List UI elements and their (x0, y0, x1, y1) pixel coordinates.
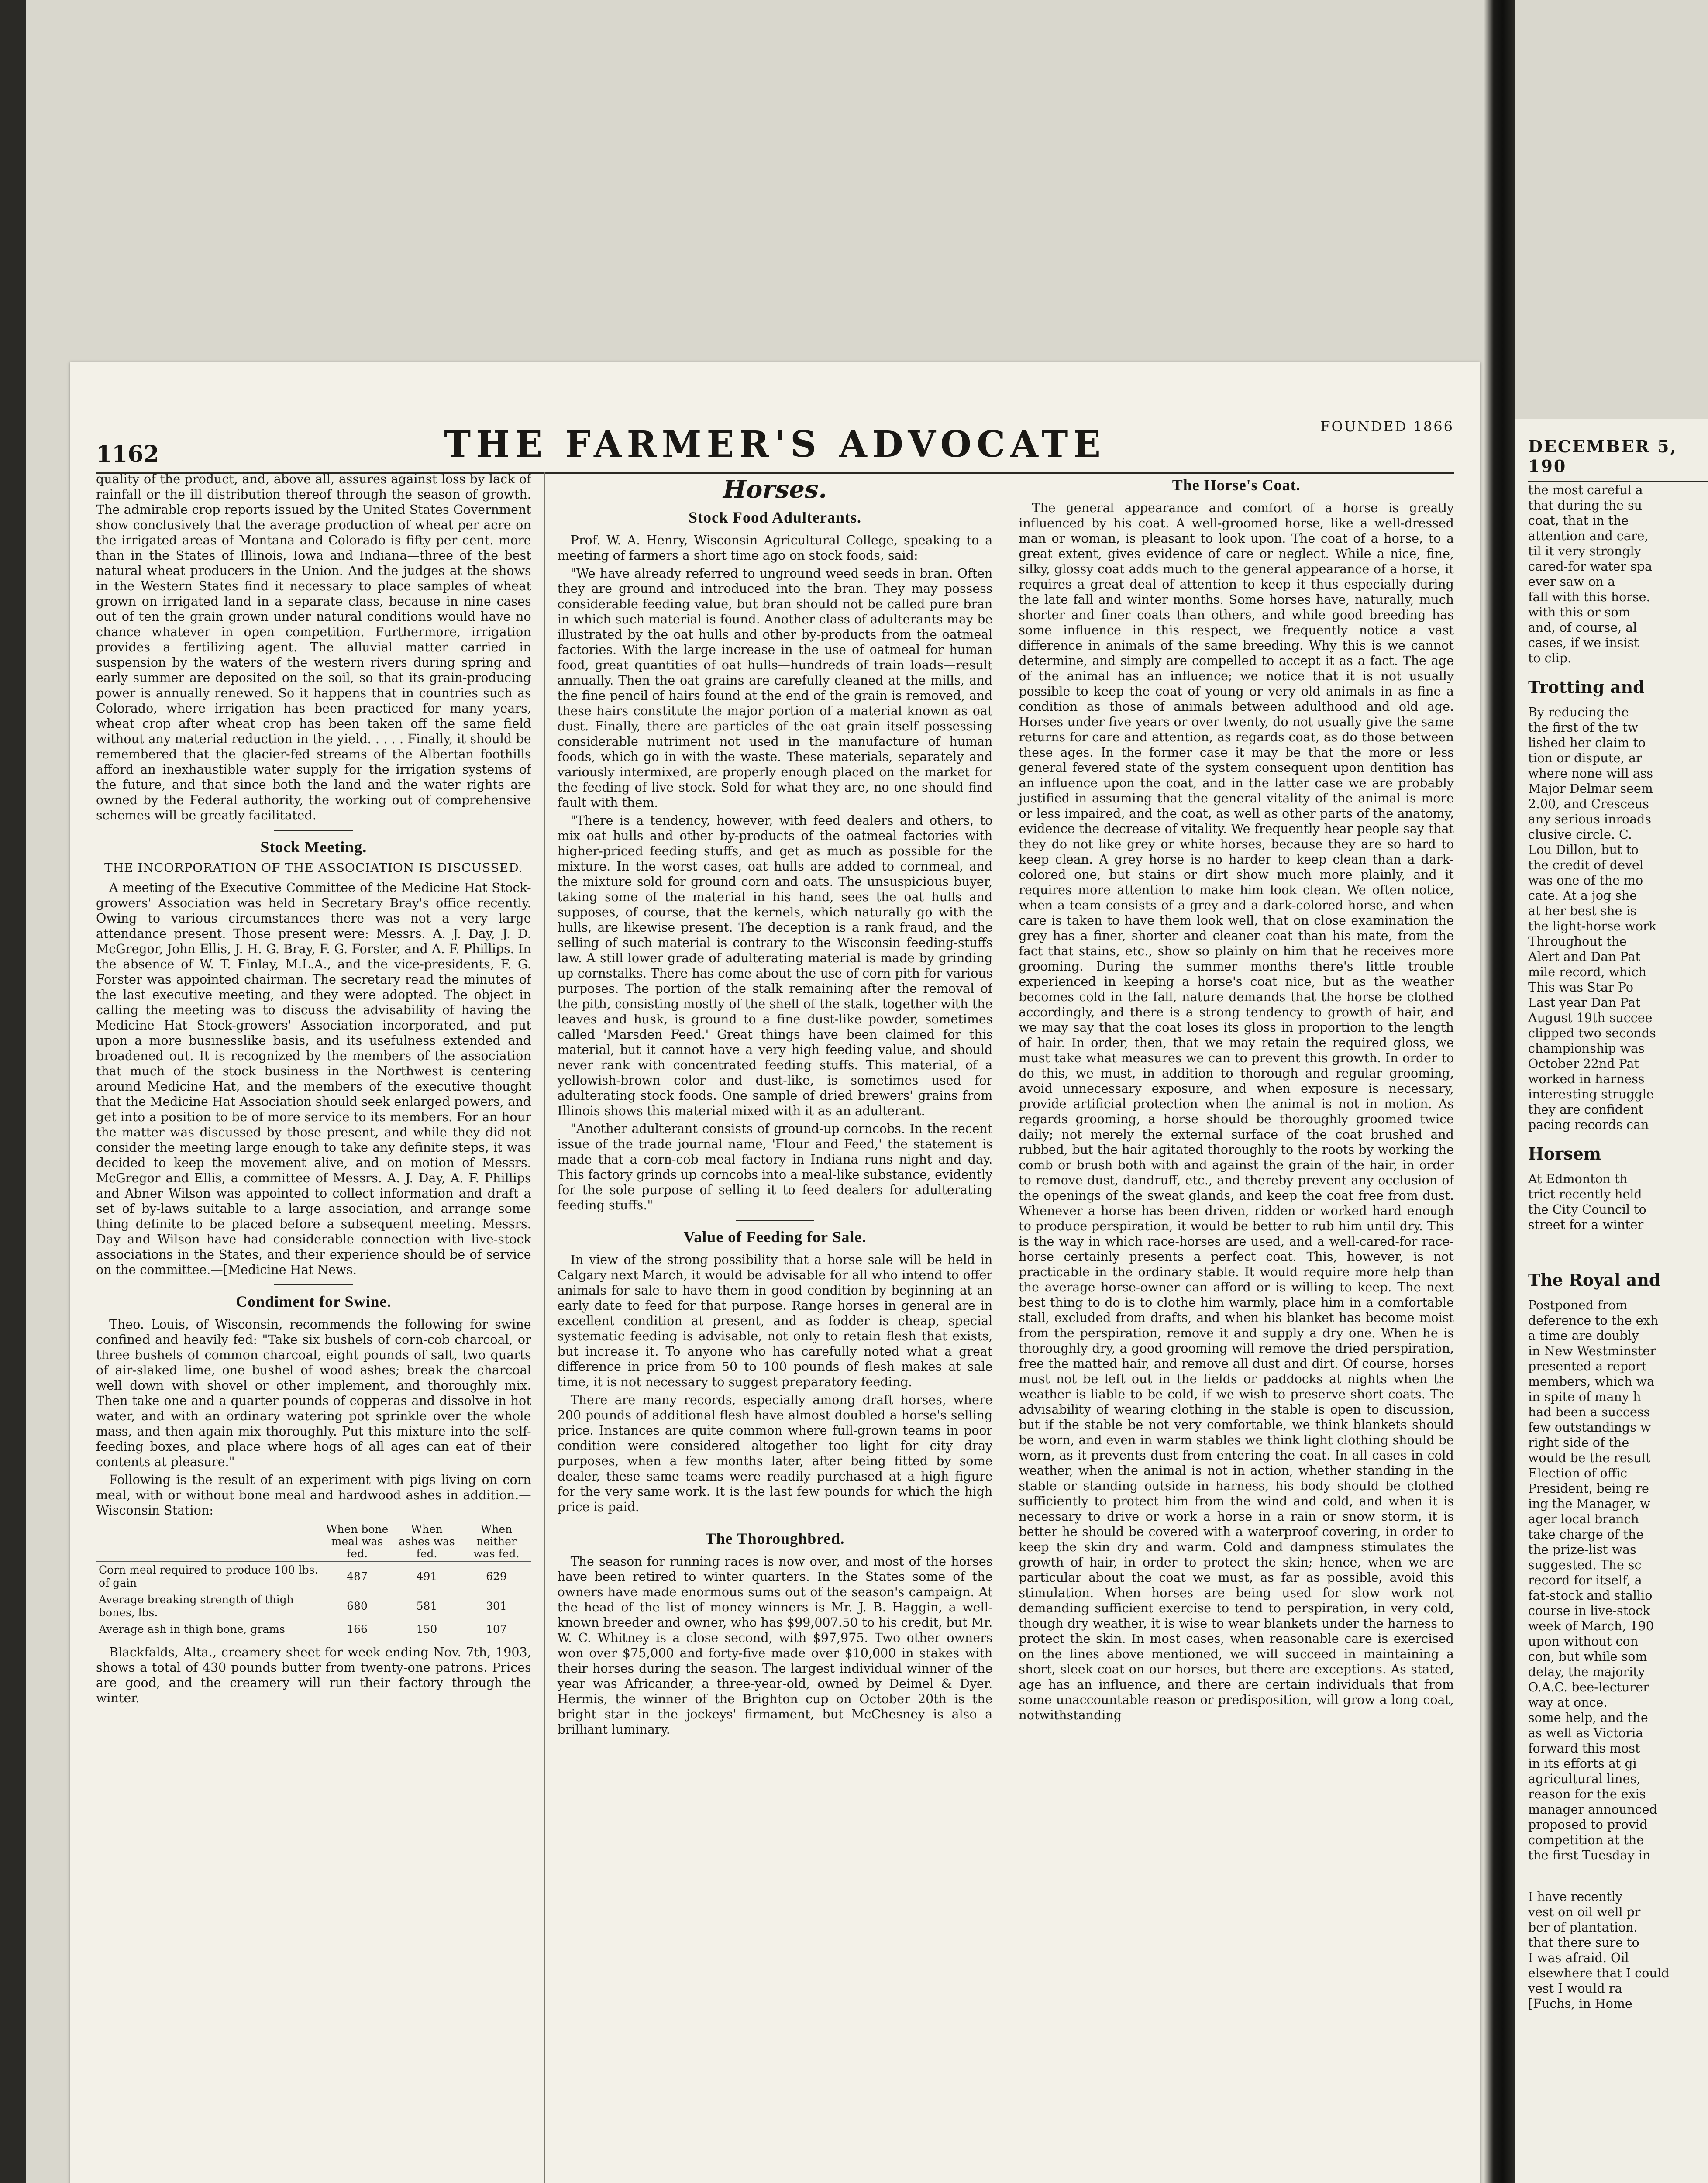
facing-heading: The Royal and (1528, 1270, 1661, 1290)
facing-text-line: with this or som (1528, 605, 1630, 620)
facing-text-line: the first Tuesday in (1528, 1848, 1651, 1863)
facing-text-line: I was afraid. Oil (1528, 1951, 1629, 1965)
table-row (96, 1591, 531, 1621)
facing-text-line: members, which wa (1528, 1374, 1655, 1389)
facing-text-line: was one of the mo (1528, 873, 1643, 888)
row-label: Corn meal required to produce 100 lbs. of gain (99, 1563, 318, 1589)
masthead: THE FARMER'S ADVOCATE (444, 424, 1106, 465)
facing-text-line: record for itself, a (1528, 1573, 1642, 1587)
table-cell: 107 (486, 1623, 507, 1636)
table-row (96, 1561, 531, 1591)
condiment-paragraph: Following is the result of an experiment with pigs living on corn meal, with or without bone meal and hardwood ashes in addition.—Wisconsin Station: (96, 1473, 531, 1518)
facing-text-line: upon without con (1528, 1634, 1638, 1649)
facing-text-line: street for a winter (1528, 1218, 1644, 1232)
stock-meeting-paragraph: A meeting of the Executive Committee of the Medicine Hat Stock-growers' Association was held in Secretary Bray's office recently. Owing to various circumstances there was not a very large attendance present. Those present were: Messrs. A. J. Day, J. D. McGregor, John Ellis, J. H. G. Bray, F. G. Forster, and A. F. Phillips. In the absence of W. T. Finlay, M.L.A., and the vice-presidents, F. G. Forster was appointed chairman. The secretary read the minutes of the last executive meeting, and they were adopted. The object in calling the meeting was to discuss the advisability of having the Medicine Hat Stock-growers' Association incorporated, and put upon a more businesslike basis, and its usefulness extended and broadened out. It is recognized by the members of the association that much of the stock business in the Northwest is centering around Medicine Hat, and the members of the executive thought that the Medicine Hat Association should seek enlarged powers, and get into a position to be of more service to its members. For an hour the matter was discussed by those present, and while they did not consider the meeting large enough to take any definite steps, it was decided to keep the movement alive, and on motion of Messrs. McGregor and Ellis, a committee of Messrs. A. J. Day, A. F. Phillips and Abner Wilson was appointed to collect information and draft a set of by-laws suitable to a large association, and arrange some thing definite to be placed before a subsequent meeting. Messrs. Day and Wilson have had considerable connection with live-stock associations in the States, and their experience should be of service on the committee.—[Medicine Hat News. (96, 881, 531, 1277)
facing-text-line: agricultural lines, (1528, 1772, 1641, 1786)
facing-text-line: October 22nd Pat (1528, 1057, 1639, 1071)
condiment-title: Condiment for Swine. (236, 1293, 392, 1310)
thoroughbred-title: The Thoroughbred. (705, 1530, 845, 1547)
stock-food-paragraph: "We have already referred to unground weed seeds in bran. Often they are ground and introduced into the bran. They may possess considerable feeding value, but bran should not be called pure bran in which such material is found. Another class of adulterants may be illustrated by the oat hulls and other by-products from the oatmeal factories. With the large increase in the use of oatmeal for human food, great quantities of oat hulls—hundreds of train loads—result annually. Then the oat grains are carefully cleaned at the mills, and the fine pencil of hairs found at the end of the grain is removed, and these hairs constitute the major portion of a material known as oat dust. Finally, there are particles of the oat grain itself possessing considerable nutriment not used in the manufacture of human foods, which go in with the waste. These materials, separately and variously intermixed, are properly enough placed on the market for the feeding of live stock. Sold for what they are, no one should find fault with them. (557, 566, 993, 810)
facing-text-line: some help, and the (1528, 1711, 1648, 1725)
facing-text-line: con, but while som (1528, 1649, 1647, 1664)
facing-text-line: By reducing the (1528, 705, 1629, 720)
facing-text-line: fat-stock and stallio (1528, 1588, 1653, 1603)
creamery-note: Blackfalds, Alta., creamery sheet for week ending Nov. 7th, 1903, shows a total of 430 pounds butter from twenty-one patrons. Prices are good, and the creamery will run their factory through the winter. (96, 1645, 531, 1705)
facing-text-line: cases, if we insist (1528, 636, 1639, 650)
facing-text-line: proposed to provid (1528, 1818, 1648, 1832)
page-number: 1162 (96, 441, 159, 468)
facing-page-fragment (1515, 419, 1708, 2183)
facing-text-line: the prize-list was (1528, 1543, 1636, 1557)
facing-text-line: they are confident (1528, 1102, 1643, 1117)
facing-text-line: forward this most (1528, 1741, 1640, 1756)
founded-line: FOUNDED 1866 (1320, 418, 1454, 435)
facing-text-line: any serious inroads (1528, 812, 1652, 826)
page-header (96, 415, 1454, 467)
facing-text-line: August 19th succee (1528, 1011, 1653, 1025)
horses-section-title: Horses. (723, 475, 827, 504)
facing-text-line: week of March, 190 (1528, 1619, 1654, 1633)
facing-text-line: I have recently (1528, 1890, 1623, 1904)
facing-text-line: that there sure to (1528, 1935, 1639, 1950)
stock-meeting-subtitle: THE INCORPORATION OF THE ASSOCIATION IS DISCUSSED. (104, 861, 523, 875)
facing-text-line: interesting struggle (1528, 1087, 1654, 1102)
book-gutter (1484, 0, 1515, 2183)
table-cell: 491 (416, 1570, 437, 1583)
facing-text-line: way at once. (1528, 1695, 1608, 1710)
facing-text-line: in spite of many h (1528, 1390, 1641, 1404)
table-cell: 166 (347, 1623, 368, 1636)
facing-text-line: ever saw on a (1528, 575, 1615, 589)
facing-text-line: Throughout the (1528, 934, 1627, 949)
facing-text-block (1515, 705, 1708, 1133)
facing-text-line: Election of offic (1528, 1466, 1628, 1481)
column-2 (544, 472, 993, 2183)
facing-text-line: the City Council to (1528, 1202, 1646, 1217)
facing-text-line: vest on oil well pr (1528, 1905, 1641, 1919)
facing-text-line: mile record, which (1528, 965, 1646, 979)
facing-page-header: DECEMBER 5, 190 (1528, 437, 1677, 476)
facing-text-line: Major Delmar seem (1528, 782, 1653, 796)
facing-text-line: at her best she is (1528, 904, 1637, 918)
stock-food-paragraph: "There is a tendency, however, with feed dealers and others, to mix oat hulls and other by-products of the oatmeal factories with higher-priced feeding stuffs, and get as much as possible for the mixture. In the worst cases, oat hulls are added to cornmeal, and the mixture sold for ground corn and oats. The unsuspicious buyer, taking some of the material in his hand, sees the oat hulls and supposes, of course, that the kernels, which naturally go with the hulls, are likewise present. The deception is a rank fraud, and the selling of such material is contrary to the Wisconsin feeding-stuffs law. A still lower grade of adulterating material is made by grinding up cornstalks. There has come about the use of corn pith for various purposes. The portion of the stalk remaining after the removal of the pith, consisting mostly of the shell of the stalk, together with the leaves and husk, is ground to a fine dust-like powder, sometimes called 'Marsden Feed.' Great things have been claimed for this material, but it cannot have a very high feeding value, and should never rank with concentrated feeding stuffs. This material, of a yellowish-brown color and dust-like, is sometimes used for adulterating stock foods. One sample of dried brewers' grains from Illinois shows this material mixed with it as an adulterant. (557, 813, 993, 1118)
facing-text-line: to clip. (1528, 651, 1572, 665)
table-cell: 581 (416, 1600, 437, 1612)
facing-text-line: trict recently held (1528, 1187, 1642, 1202)
table-cell: 629 (486, 1570, 507, 1583)
facing-text-line: the most careful a (1528, 483, 1643, 497)
feeding-results-table (96, 1522, 531, 1638)
facing-text-line: in its efforts at gi (1528, 1756, 1637, 1771)
row-label: Average breaking strength of thigh bones, lbs. (99, 1593, 294, 1619)
facing-heading: Trotting and (1528, 677, 1645, 697)
facing-text-line: [Fuchs, in Home (1528, 1997, 1632, 2011)
row-label: Average ash in thigh bone, grams (99, 1623, 285, 1636)
value-feeding-paragraph: In view of the strong possibility that a horse sale will be held in Calgary next March, it would be advisable for all who intend to offer animals for sale to have them in good condition by beginning at an early date to feed for that purpose. Range horses in general are in excellent condition at present, and as fodder is cheap, special systematic feeding is advisable, not only to retain flesh that exists, but increase it. To anyone who has carefully noted what a great difference in price from 50 to 100 pounds of flesh makes at sale time, it is not necessary to suggest preparatory feeding. (557, 1253, 993, 1389)
facing-text-line: where none will ass (1528, 766, 1653, 781)
facing-text-line: clipped two seconds (1528, 1026, 1656, 1040)
table-cell: 487 (347, 1570, 368, 1583)
facing-text-line: cate. At a jog she (1528, 888, 1637, 903)
value-feeding-paragraph: There are many records, especially among draft horses, where 200 pounds of additional flesh have almost doubled a horse's selling price. Instances are quite common where full-grown teams in poor condition were considered altogether too light for city dray purposes, when a few months later, after being fitted by some dealer, these same teams were readily purchased at a high figure for the very same work. It is the last few pounds for which the high price is paid. (557, 1393, 993, 1514)
facing-text-line: take charge of the (1528, 1527, 1644, 1542)
table-header: When ashes was fed. (399, 1523, 455, 1560)
table-corner (96, 1522, 322, 1561)
facing-text-line: and, of course, al (1528, 620, 1637, 635)
facing-text-line: Alert and Dan Pat (1528, 950, 1640, 964)
facing-text-line: that during the su (1528, 498, 1643, 513)
table-cell: 150 (416, 1623, 437, 1636)
facing-text-line: competition at the (1528, 1833, 1644, 1847)
facing-text-line: 2.00, and Cresceus (1528, 797, 1649, 811)
spacer (1515, 1863, 1708, 1889)
facing-text-line: O.A.C. bee-lecturer (1528, 1680, 1649, 1694)
facing-text-line: had been a success (1528, 1405, 1650, 1419)
facing-text-line: coat, that in the (1528, 513, 1629, 528)
facing-text-block (1515, 1298, 1708, 1863)
intro-paragraph: quality of the product, and, above all, assures against loss by lack of rainfall or the ill distribution thereof through the season of growth. The admirable crop reports issued by the United States Government show conclusively that the average production of wheat per acre on the irrigated areas of Montana and Colorado is fifty per cent. more than in the States of Illinois, Iowa and Indiana—three of the best natural wheat producers in the Union. And the judges at the shows in the Western States find it necessary to place samples of wheat grown on irrigated land in a separate class, because in nine cases out of ten the grain grown under natural conditions would have no chance whatever in open competition. Furthermore, irrigation provides a fertilizing agent. The alluvial matter carried in suspension by the waters of the western rivers during spring and early summer are deposited on the soil, so that its grain-producing power is annually renewed. So it happens that in countries such as Colorado, where irrigation has been practiced for many years, wheat crop after wheat crop has been taken off the same field without any material reduction in the yield. . . . . Finally, it should be remembered that the glacier-fed streams of the Albertan foothills afford an inexhaustible water supply for the irrigation systems of the future, and that since both the land and the water rights are owned by the Federal authority, the working out of comprehensive schemes will be greatly facilitated. (96, 472, 531, 823)
facing-text-line: Last year Dan Pat (1528, 995, 1641, 1010)
column-1 (96, 472, 531, 2183)
facing-text-line: pacing records can (1528, 1118, 1649, 1132)
facing-text-line: right side of the (1528, 1436, 1629, 1450)
facing-text-line: a time are doubly (1528, 1329, 1639, 1343)
thoroughbred-paragraph: The season for running races is now over, and most of the horses have been retired to winter quarters. In the States some of the owners have made enormous sums out of the season's campaign. At the head of the list of money winners is Mr. J. B. Haggin, a well-known breeder and owner, who has $99,007.50 to his credit, but Mr. W. C. Whitney is a close second, with $97,975. Two other owners won over $75,000 and forty-five made over $10,000 in stakes with their horses during the season. The largest individual winner of the year was Africander, a three-year-old, owned by Deimel & Dyer. Hermis, the winner of the Brighton cup on October 20th is the bright star in the jockeys' firmament, but McChesney is also a brilliant luminary. (557, 1554, 993, 1737)
facing-text-line: championship was (1528, 1041, 1645, 1056)
stock-food-title: Stock Food Adulterants. (688, 509, 862, 526)
facing-text-line: til it very strongly (1528, 544, 1641, 558)
facing-text-line: in New Westminster (1528, 1344, 1656, 1358)
facing-text-line: ager local branch (1528, 1512, 1639, 1526)
condiment-paragraph: Theo. Louis, of Wisconsin, recommends the following for swine confined and heavily fed: "Take six bushels of corn-cob charcoal, or three bushels of common charcoal, eight pounds of salt, two quarts of air-slaked lime, one bushel of wood ashes; break the charcoal well down with shovel or other implement, and thoroughly mix. Then take one and a quarter pounds of copperas and dissolve in hot water, and with an ordinary watering pot sprinkle over the whole mass, and then again mix thoroughly. Put this mixture into the self-feeding boxes, and place where hogs of all ages can eat of their contents at pleasure." (96, 1317, 531, 1469)
value-feeding-title: Value of Feeding for Sale. (683, 1228, 867, 1246)
facing-heading: Horsem (1528, 1144, 1601, 1164)
facing-text-block (1515, 1889, 1708, 2011)
facing-text-line: reason for the exis (1528, 1787, 1646, 1801)
facing-text-line: At Edmonton th (1528, 1172, 1628, 1186)
facing-text-line: the first of the tw (1528, 720, 1638, 735)
rule (274, 1284, 353, 1285)
facing-text-block (1515, 482, 1708, 666)
facing-text-line: worked in harness (1528, 1072, 1645, 1086)
column-3 (1006, 472, 1454, 2183)
horses-coat-title: The Horse's Coat. (1172, 476, 1301, 494)
stock-food-paragraph: Prof. W. A. Henry, Wisconsin Agricultural College, speaking to a meeting of farmers a short time ago on stock foods, said: (557, 533, 993, 563)
newspaper-page (70, 362, 1480, 2183)
table-cell: 680 (347, 1600, 368, 1612)
facing-text-line: deference to the exh (1528, 1313, 1658, 1328)
article-columns (96, 472, 1454, 2183)
facing-text-line: manager announced (1528, 1802, 1657, 1817)
table-row (96, 1621, 531, 1638)
facing-text-line: few outstandings w (1528, 1420, 1651, 1435)
table-cell: 301 (486, 1600, 507, 1612)
facing-text-line: cared-for water spa (1528, 559, 1652, 574)
facing-text-line: presented a report (1528, 1359, 1647, 1374)
facing-text-line: lished her claim to (1528, 736, 1646, 750)
facing-text-line: delay, the majority (1528, 1665, 1645, 1679)
facing-text-line: suggested. The sc (1528, 1558, 1642, 1572)
facing-text-line: ing the Manager, w (1528, 1497, 1651, 1511)
facing-text-line: President, being re (1528, 1481, 1649, 1496)
stock-meeting-title: Stock Meeting. (260, 838, 367, 856)
facing-text-line: course in live-stock (1528, 1604, 1650, 1618)
facing-text-line: ber of plantation. (1528, 1920, 1638, 1935)
rule (736, 1220, 814, 1221)
spacer (1515, 1233, 1708, 1259)
facing-text-line: as well as Victoria (1528, 1726, 1643, 1740)
facing-text-line: would be the result (1528, 1451, 1651, 1465)
horses-coat-paragraph: The general appearance and comfort of a horse is greatly influenced by his coat. A well-groomed horse, like a well-dressed man or woman, is pleasant to look upon. The coat of a horse, to a great extent, gives evidence of care or neglect. While a nice, fine, silky, glossy coat adds much to the general appearance of a horse, it requires a great deal of attention to keep it thus especially during the late fall and winter months. Some horses have, naturally, much shorter and finer coats than others, and while good breeding has some influence in this respect, we frequently notice a vast difference in animals of the same breeding. Why this is we cannot determine, and simply are compelled to accept it as a fact. The age of the animal has an influence; we notice that it is not usually possible to keep the coat of young or very old animals in as fine a condition as those of animals between adulthood and old age. Horses under five years or over twenty, do not usually give the same returns for care and attention, as regards coat, as do those between these ages. In the former case it may be that the more or less general fevered state of the system consequent upon dentition has an influence upon the coat, and in the latter case we are probably justified in assuming that the general vitality of the animal is more or less impaired, and the coat, as well as other parts of the anatomy, evidence the decrease of vitality. We frequently hear people say that they do not like grey or white horses, because they are so hard to keep clean. A grey horse is no harder to keep clean than a dark-colored one, but stains or dirt show much more plainly, and it requires more attention to make him look clean. We often notice, when a team consists of a grey and a dark-colored horse, and when care is taken to have them look well, that on close examination the grey has a finer, shorter and cleaner coat than his mate, from the fact that stains, etc., show so plainly on him that he receives more grooming. During the summer months there's little trouble experienced in keeping a horse's coat nice, but as the weather becomes cold in the fall, nature demands that the horse be clothed accordingly, and there is a strong tendency to growth of hair, and we may say that the coat loses its gloss in proportion to the length of hair. In order, then, that we may retain the required gloss, we must take what measures we can to prevent this growth. In order to do this, we must, in addition to thorough and regular grooming, avoid unnecessary exposure, and when exposure is necessary, provide artificial protection when the animal is not in motion. As regards grooming, a horse should be thoroughly groomed twice daily; not merely the external surface of the coat brushed and rubbed, but the hair agitated thoroughly to the roots by working the comb or brush both with and against the grain of the hair, in order to remove dust, dandruff, etc., and thereby prevent any occlusion of the openings of the sweat glands, and keep the coat free from dust. Whenever a horse has been driven, ridden or worked hard enough to produce perspiration, it would be better to rub him until dry. This is the way in which race-horses are used, and a well-cared-for race-horse certainly presents a perfect coat. This, however, is not practicable in the ordinary stable. It would require more help than the average horse-owner can afford or is willing to keep. The next best thing to do is to clothe him warmly, place him in a comfortable stall, excluded from drafts, and when his blanket has become moist from the perspiration, remove it and supply a dry one. When he is thoroughly dry, a good grooming will remove the dried perspiration, free the matted hair, and remove all dust and dirt. Of course, horses must not be left out in the fields or paddocks at nights when the weather is liable to be cold, if we wish to preserve short coats. The advisability of wearing clothing in the stable is open to discussion, but if the stable be not very comfortable, we think blankets should be worn, and even in warm stables we think light clothing should be worn, as it prevents dust from entering the coat. In all cases in cold weather, when the animal is not in action, whether standing in the stable or standing outside in harness, his body should be clothed sufficiently to protect him from the wind and cold, and when it is necessary to drive or work a horse in a rain or snow storm, it is better he should be covered with a waterproof covering, in order to keep the skin dry and warm. Cold and dampness stimulates the growth of hair, in order to protect the skin; hence, when we are particular about the coat we must, as far as possible, avoid this stimulation. When horses are being used for slow work not demanding sufficient exercise to tend to perspiration, in very cold, though dry weather, it is wise to wear blankets under the harness to protect the skin. In most cases, when reasonable care is exercised on the lines above mentioned, we will succeed in maintaining a short, sleek coat on our horses, but there are exceptions. As stated, age has an influence, and there are certain individuals that from some unaccountable reason or predisposition, will grow a long coat, notwithstanding (1019, 501, 1454, 1722)
rule (274, 830, 353, 831)
facing-text-line: the light-horse work (1528, 919, 1656, 933)
facing-text-line: fall with this horse. (1528, 590, 1650, 604)
facing-text-line: Postponed from (1528, 1298, 1628, 1312)
facing-text-line: elsewhere that I could (1528, 1966, 1670, 1980)
facing-text-line: vest I would ra (1528, 1981, 1622, 1996)
scan-left-margin (0, 0, 26, 2183)
facing-text-line: tion or dispute, ar (1528, 751, 1642, 765)
facing-text-line: Lou Dillon, but to (1528, 843, 1639, 857)
table-header: When neither was fed. (473, 1523, 520, 1560)
table-header: When bone meal was fed. (326, 1523, 389, 1560)
facing-text-line: attention and care, (1528, 529, 1649, 543)
facing-text-block (1515, 1171, 1708, 1233)
facing-text-line: This was Star Po (1528, 980, 1634, 995)
stock-food-paragraph: "Another adulterant consists of ground-up corncobs. In the recent issue of the trade journal name, 'Flour and Feed,' the statement is made that a corn-cob meal factory in Indiana runs night and day. This factory grinds up corncobs into a meal-like substance, evidently for the sole purpose of selling it to feed dealers for adulterating feeding stuffs." (557, 1122, 993, 1212)
facing-text-line: clusive circle. C. (1528, 827, 1632, 842)
facing-text-line: the credit of devel (1528, 858, 1644, 872)
